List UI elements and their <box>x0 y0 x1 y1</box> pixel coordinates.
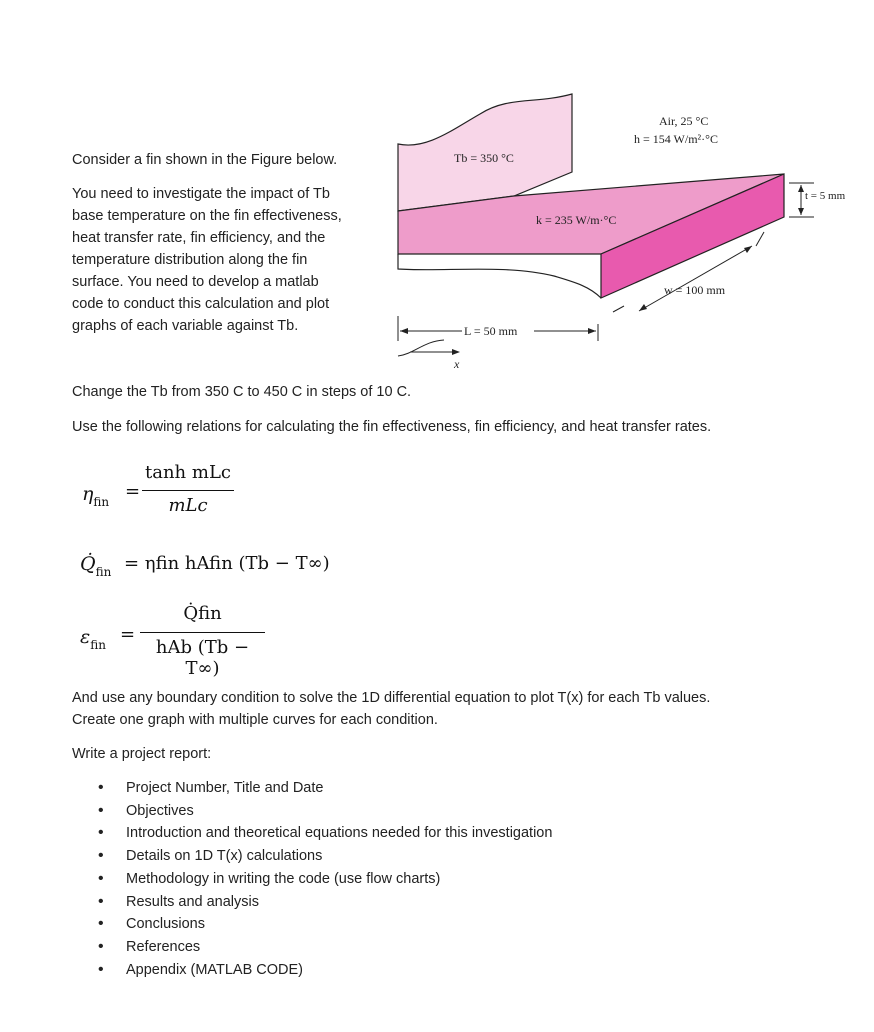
use-relations-text: Use the following relations for calculating the fin effectiveness, fin efficiency, and heat transfer rates. <box>72 419 712 435</box>
report-heading: Write a project report: <box>72 746 212 762</box>
change-tb-text: Change the Tb from 350 C to 450 C in steps of 10 C. <box>72 384 412 400</box>
l-label: L = 50 mm <box>464 324 518 338</box>
boundary-line-2: Create one graph with multiple curves for each condition. <box>72 712 438 728</box>
w-label: w = 100 mm <box>664 283 726 297</box>
eps-denominator: hAb (Tb − T∞) <box>155 637 250 679</box>
intro-paragraph-line: temperature distribution along the fin <box>72 252 308 268</box>
air-label: Air, 25 °C <box>659 114 709 128</box>
intro-paragraph-line: heat transfer rate, fin efficiency, and the <box>72 230 326 246</box>
intro-paragraph <box>72 183 342 337</box>
report-item: • Conclusions <box>98 913 552 936</box>
report-item: • Results and analysis <box>98 891 552 914</box>
report-item: • Details on 1D T(x) calculations <box>98 845 552 868</box>
t-label: t = 5 mm <box>805 190 846 202</box>
intro-paragraph-line: code to conduct this calculation and plot <box>72 296 330 312</box>
report-item: • Appendix (MATLAB CODE) <box>98 959 552 982</box>
qfin-rhs: = ηfin hAfin (Tb − T∞) <box>124 553 330 574</box>
report-item: • Introduction and theoretical equations needed for this investigation <box>98 822 552 845</box>
intro-paragraph-line: surface. You need to develop a matlab <box>72 274 319 290</box>
report-item: • References <box>98 936 552 959</box>
eta-denominator: mLc <box>168 495 208 516</box>
report-item: • Methodology in writing the code (use flow charts) <box>98 868 552 891</box>
intro-line: Consider a fin shown in the Figure below. <box>72 152 338 168</box>
x-label: x <box>454 357 460 371</box>
intro-paragraph-line: graphs of each variable against Tb. <box>72 318 299 334</box>
eta-numerator: tanh mLc <box>145 462 231 483</box>
fin-figure <box>384 86 874 371</box>
report-item: • Objectives <box>98 800 552 823</box>
tb-label: Tb = 350 °C <box>454 151 514 165</box>
k-label: k = 235 W/m·°C <box>536 213 617 227</box>
report-items-list <box>98 777 552 981</box>
intro-paragraph-line: base temperature on the fin effectiveness, <box>72 208 342 224</box>
h-label: h = 154 W/m²·°C <box>634 132 718 146</box>
report-item: • Project Number, Title and Date <box>98 777 552 800</box>
intro-paragraph-line: You need to investigate the impact of Tb <box>72 186 330 202</box>
eps-numerator: Q̇fin <box>183 603 222 624</box>
boundary-line-1: And use any boundary condition to solve the 1D differential equation to plot T(x) for each Tb values. <box>72 690 711 706</box>
